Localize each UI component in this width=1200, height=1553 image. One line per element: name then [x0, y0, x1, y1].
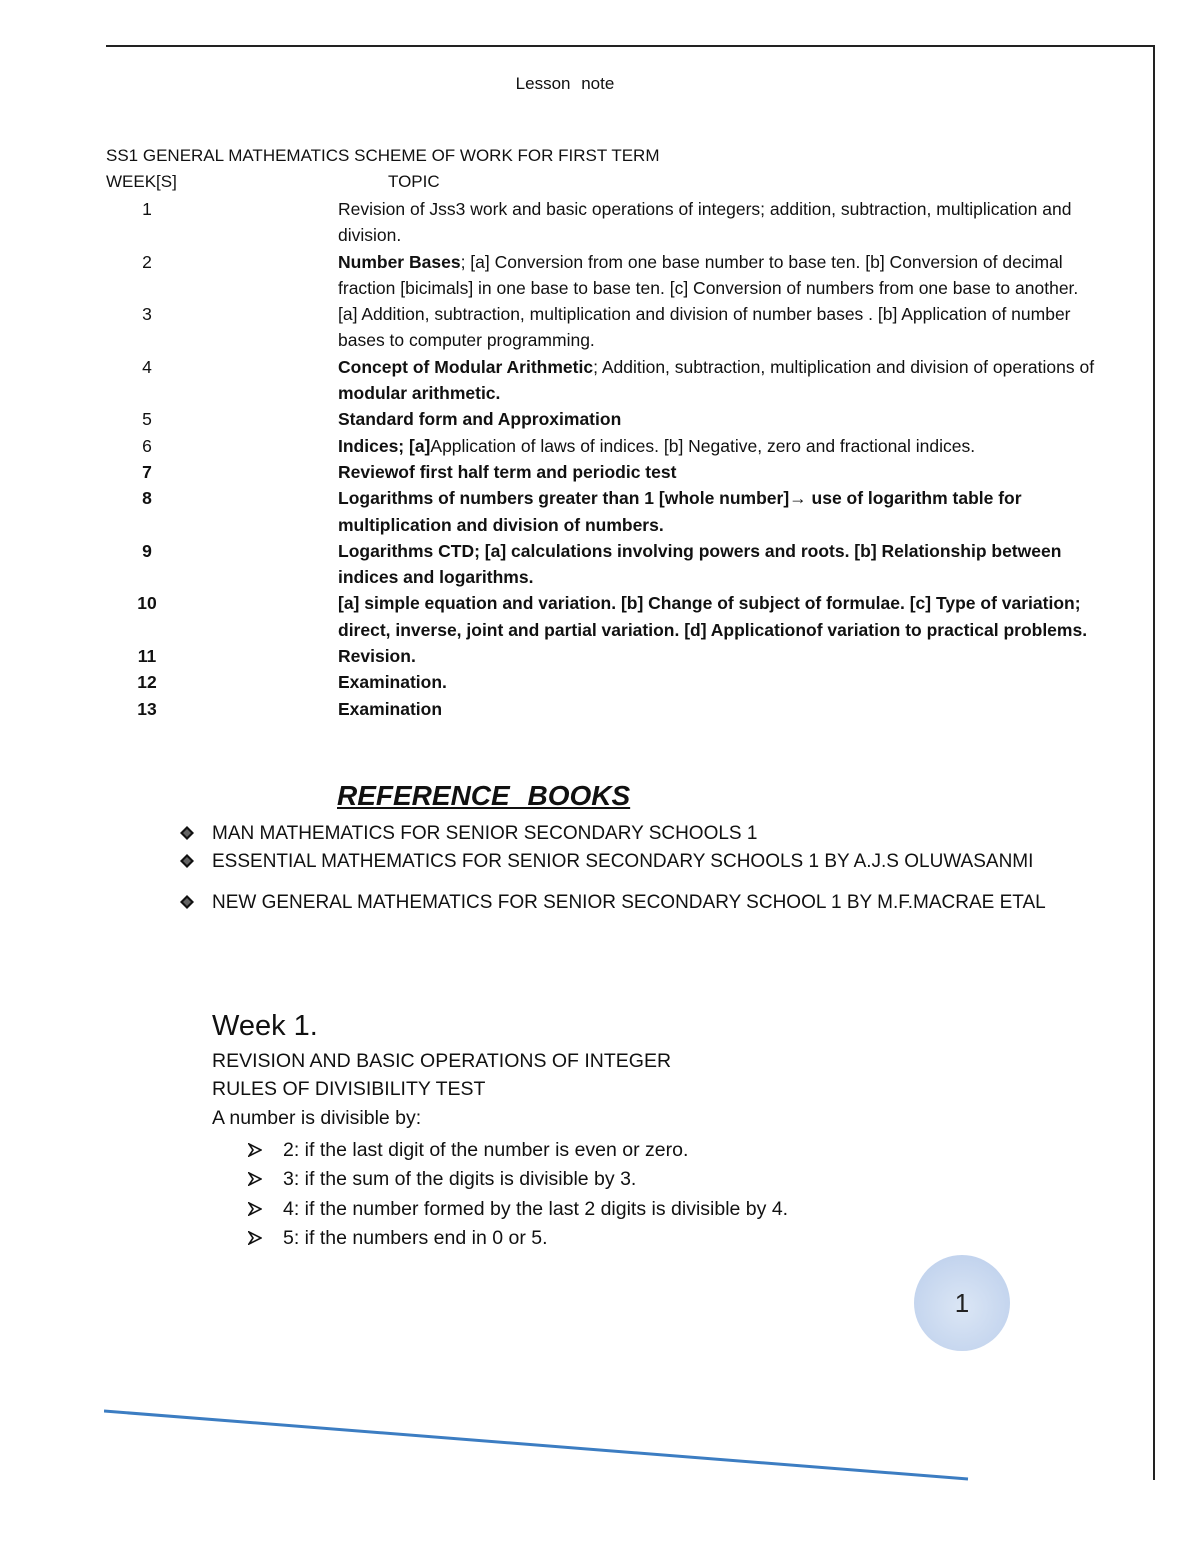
reference-list: [176, 820, 1046, 917]
diamond-bullet-icon: [180, 895, 194, 909]
reference-text: MAN MATHEMATICS FOR SENIOR SECONDARY SCHOOLS 1: [212, 823, 758, 844]
week-number: 11: [137, 646, 157, 667]
week-number: 12: [137, 672, 157, 693]
topic-fragment: Revision of Jss3 work and basic operations of integers; addition, subtraction, multiplication and division.: [338, 199, 1072, 246]
topic-text: [338, 485, 1106, 538]
topic-fragment: [a] simple equation and variation. [b] Change of subject of formulae. [c] Type of variation; direct, inverse, joint and partial variation. [d] Applicationof variation to practical problems.: [338, 593, 1088, 640]
scheme-row: [106, 696, 1106, 722]
week-number: 3: [142, 304, 152, 325]
topic-fragment: Indices; [a]: [338, 435, 431, 456]
scheme-row: [106, 249, 1106, 302]
scheme-title: SS1 GENERAL MATHEMATICS SCHEME OF WORK FOR FIRST TERM: [106, 146, 660, 165]
topic-fragment: ; [a] Conversion from one base number to base ten. [b] Conversion of decimal fraction [bicimals] in one base to base ten. [c] Conversion of numbers from one base to another.: [338, 251, 1079, 298]
week-number: 9: [142, 540, 152, 561]
week-number: 4: [142, 356, 152, 377]
reference-text: NEW GENERAL MATHEMATICS FOR SENIOR SECONDARY SCHOOL 1 BY M.F.MACRAE ETAL: [212, 892, 1046, 913]
rule-item: [248, 1165, 788, 1194]
week-subtitle: RULES OF DIVISIBILITY TEST: [212, 1078, 486, 1100]
scheme-row: [106, 459, 1106, 485]
rule-item: [248, 1195, 788, 1224]
week-column-header: WEEK[S]: [106, 172, 177, 191]
scheme-row: [106, 354, 1106, 407]
divisibility-rules: [248, 1136, 788, 1253]
topic-text: [338, 301, 1106, 354]
reference-item: [176, 820, 1046, 848]
rule-text: 2: if the last digit of the number is even or zero.: [283, 1139, 689, 1161]
scheme-row: [106, 643, 1106, 669]
week-number: 2: [142, 251, 152, 272]
rule-text: 4: if the number formed by the last 2 digits is divisible by 4.: [283, 1197, 789, 1220]
week-number: 13: [137, 698, 157, 719]
page-border-right: [1153, 45, 1155, 1480]
week-number: 6: [142, 435, 152, 456]
topic-fragment: ; Addition, subtraction, multiplication and division of operations of: [593, 356, 1095, 377]
page-number: 1: [914, 1255, 1010, 1351]
topic-text: [338, 669, 1106, 695]
topic-text: [338, 538, 1106, 591]
topic-text: [338, 696, 1106, 722]
scheme-row: [106, 485, 1106, 538]
topic-fragment: Standard form and Approximation: [338, 409, 622, 430]
topic-text: [338, 196, 1106, 249]
topic-fragment: Logarithms CTD; [a] calculations involving powers and roots. [b] Relationship between indices and logarithms.: [338, 540, 1062, 588]
reference-item: [176, 848, 1046, 876]
scheme-table: [106, 196, 1106, 722]
topic-column-header: TOPIC: [388, 172, 440, 191]
scheme-row: [106, 196, 1106, 249]
topic-fragment: Examination.: [338, 672, 447, 693]
topic-fragment: Examination: [338, 698, 443, 719]
topic-fragment: Number Bases: [338, 251, 461, 272]
topic-text: [338, 433, 1106, 459]
reference-text: ESSENTIAL MATHEMATICS FOR SENIOR SECONDARY SCHOOLS 1 BY A.J.S OLUWASANMI: [212, 851, 1034, 872]
scheme-row: [106, 590, 1106, 643]
arrow-bullet-icon: [248, 1231, 262, 1245]
page-header: Lesson note: [515, 74, 615, 93]
week-heading: Week 1.: [212, 1010, 318, 1042]
scheme-row: [106, 433, 1106, 459]
topic-text: [338, 643, 1106, 669]
week-number: 10: [137, 593, 157, 614]
rule-item: [248, 1136, 788, 1165]
week-number: 7: [142, 461, 152, 482]
topic-text: [338, 459, 1106, 485]
arrow-bullet-icon: [248, 1172, 262, 1186]
topic-fragment: Revision.: [338, 646, 416, 667]
week-intro: A number is divisible by:: [212, 1107, 422, 1129]
topic-text: [338, 249, 1106, 302]
arrow-bullet-icon: [248, 1143, 262, 1157]
week-number: 5: [142, 409, 152, 430]
topic-fragment: Application of laws of indices. [b] Negative, zero and fractional indices.: [430, 435, 976, 456]
rule-text: 3: if the sum of the digits is divisible by 3.: [283, 1168, 637, 1191]
scheme-row: [106, 406, 1106, 432]
diamond-bullet-icon: [180, 826, 194, 840]
scheme-row: [106, 301, 1106, 354]
topic-fragment: Logarithms of numbers greater than 1 [whole number]→ use of logarithm table for multiplication and division of numbers.: [338, 488, 1022, 535]
topic-text: [338, 590, 1106, 643]
week-number: 1: [142, 199, 152, 219]
topic-text: [338, 354, 1106, 407]
topic-text: [338, 406, 1106, 432]
topic-fragment: Concept of Modular Arithmetic: [338, 356, 594, 377]
week-title: REVISION AND BASIC OPERATIONS OF INTEGER: [212, 1050, 672, 1072]
rule-item: [248, 1224, 788, 1253]
rule-text: 5: if the numbers end in 0 or 5.: [283, 1226, 548, 1249]
arrow-bullet-icon: [248, 1202, 262, 1216]
topic-fragment: modular arithmetic.: [338, 383, 501, 404]
topic-fragment: Reviewof first half term and periodic test: [338, 461, 677, 482]
scheme-row: [106, 669, 1106, 695]
topic-fragment: [a] Addition, subtraction, multiplication and division of number bases . [b] Application of number bases to computer programming.: [338, 304, 1071, 351]
scheme-row: [106, 538, 1106, 591]
week-number: 8: [142, 488, 152, 509]
footer-line: [104, 1405, 974, 1485]
reference-heading: REFERENCE BOOKS: [337, 780, 631, 811]
diamond-bullet-icon: [180, 854, 194, 868]
page-border-top: [106, 45, 1155, 47]
reference-item: [176, 889, 1046, 917]
